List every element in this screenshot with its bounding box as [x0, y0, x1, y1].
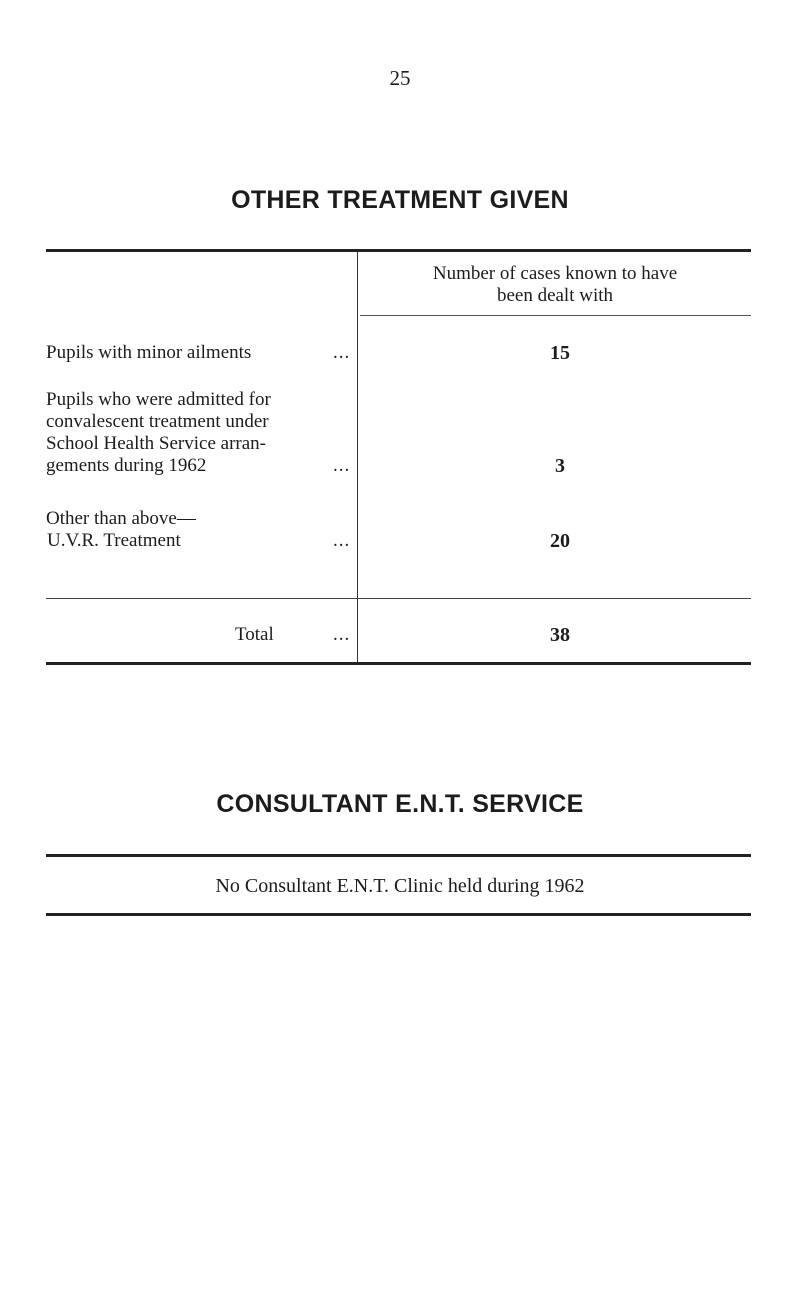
table-column-divider	[357, 252, 358, 662]
table-row-label: Other than above— U.V.R. Treatment	[46, 508, 196, 551]
table-row-dots: ...	[333, 455, 351, 476]
column-header-rule	[360, 315, 751, 316]
table-row-dots: ...	[333, 342, 351, 363]
total-rule	[46, 598, 751, 599]
section-heading-other-treatment: OTHER TREATMENT GIVEN	[231, 186, 569, 214]
section2-bottom-rule	[46, 913, 751, 916]
table-row-value: 20	[550, 530, 570, 552]
table-row-value: 3	[555, 455, 565, 477]
section2-top-rule	[46, 854, 751, 857]
table-row-label: Pupils who were admitted for convalescent treatment under School Health Service arran- gements during 1962	[46, 389, 271, 476]
page-number: 25	[389, 66, 411, 90]
column-header: Number of cases known to have been dealt with	[432, 263, 678, 306]
consultant-note: No Consultant E.N.T. Clinic held during 1962	[215, 875, 585, 897]
table-row-value: 15	[550, 342, 570, 364]
section-heading-consultant-ent: CONSULTANT E.N.T. SERVICE	[216, 790, 584, 818]
table-top-rule	[46, 249, 751, 252]
total-label: Total	[235, 624, 274, 645]
table-row-label: Pupils with minor ailments	[46, 342, 252, 363]
total-dots: ...	[333, 624, 351, 645]
table-bottom-rule	[46, 662, 751, 665]
total-value: 38	[550, 624, 570, 646]
table-row-dots: ...	[333, 530, 351, 551]
